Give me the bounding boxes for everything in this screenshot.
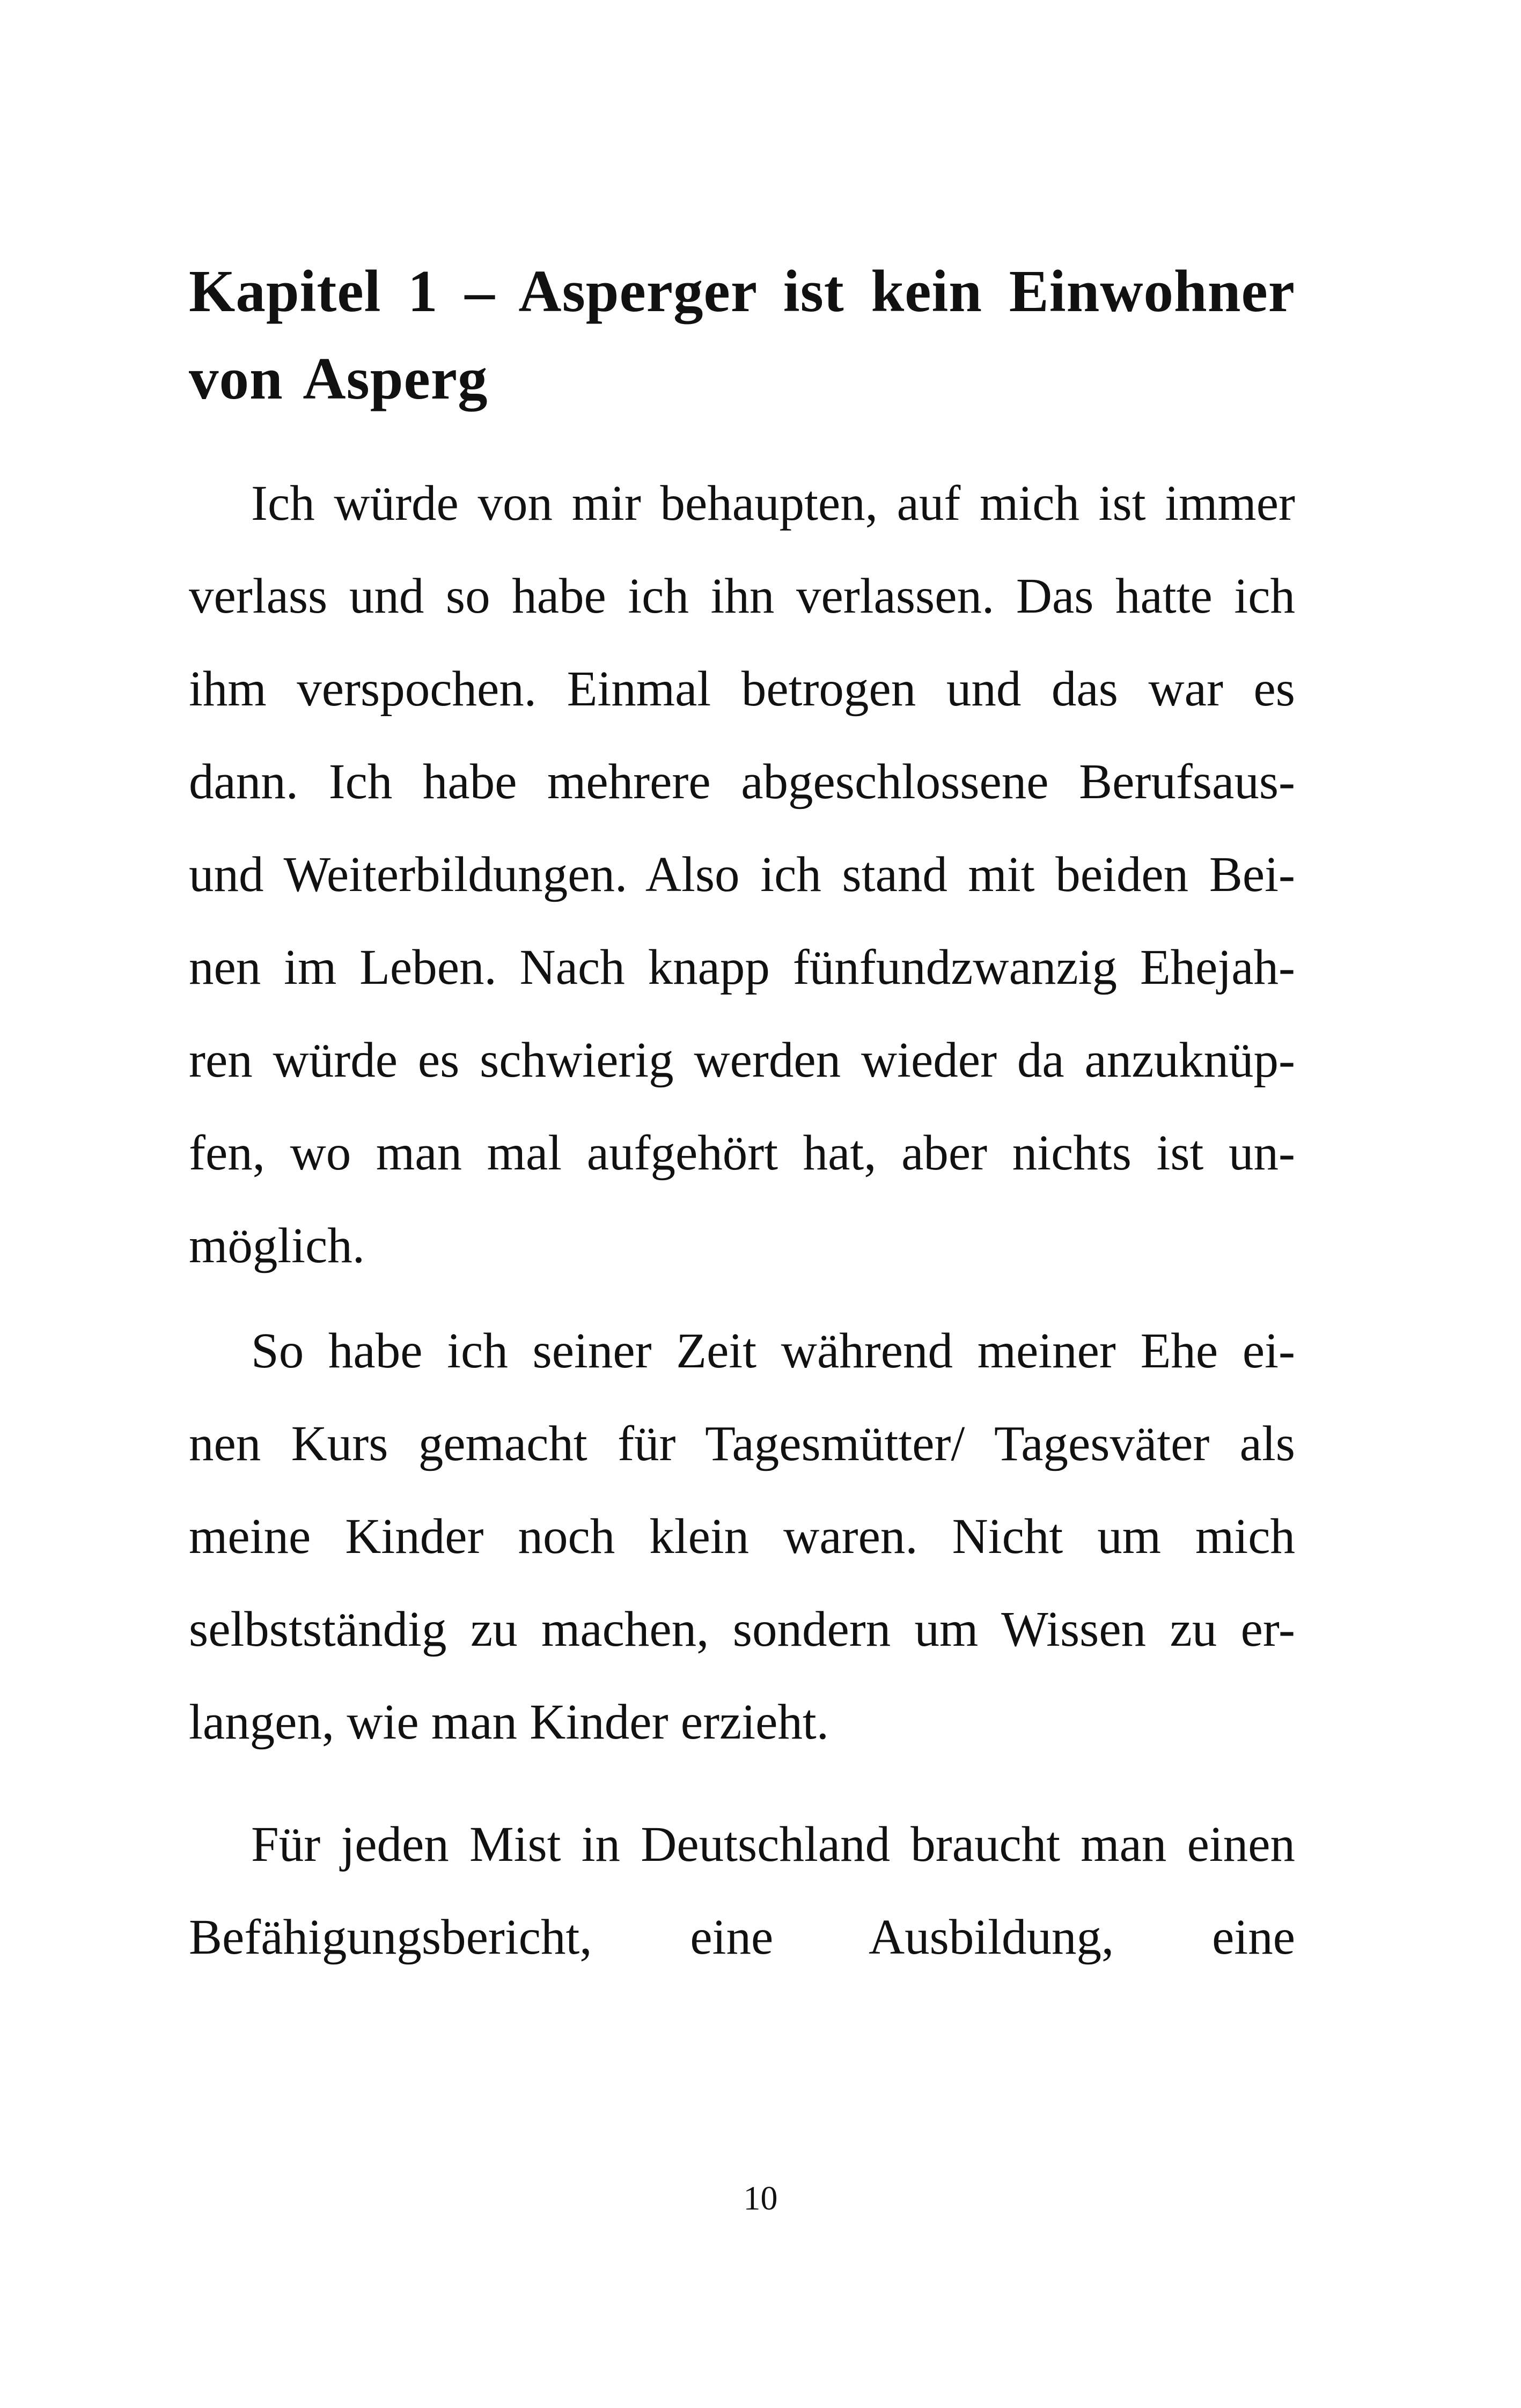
text-line: langen, wie man Kinder erzieht. [189,1695,829,1750]
text-line: dann. Ich habe mehrere abgeschlossene Berufsaus- [189,754,1295,809]
paragraph [189,1798,1295,1984]
text-line: ihm verspochen. Einmal betrogen und das war es [189,661,1295,717]
text-line: Für jeden Mist in Deutschland braucht man einen [251,1817,1295,1872]
text-line: ren würde es schwierig werden wieder da anzuknüp- [189,1033,1295,1088]
paragraph [189,1305,1295,1769]
text-line: verlass und so habe ich ihn verlassen. Das hatte ich [189,569,1295,624]
text-line: fen, wo man mal aufgehört hat, aber nichts ist un- [189,1125,1295,1181]
chapter-title: Kapitel 1 – Asperger ist kein Einwohner von Asperg [189,259,1295,412]
text-line: meine Kinder noch klein waren. Nicht um mich [189,1509,1295,1564]
text-line: Befähigungsbericht, eine Ausbildung, eine [189,1910,1295,1965]
text-line: Ich würde von mir behaupten, auf mich ist immer [251,476,1295,531]
text-line: So habe ich seiner Zeit während meiner Ehe ei- [251,1323,1295,1379]
text-line: möglich. [189,1218,365,1273]
text-line: und Weiterbildungen. Also ich stand mit beiden Bei- [189,847,1295,902]
text-line: selbstständig zu machen, sondern um Wissen zu er- [189,1602,1295,1657]
page-number: 10 [743,2179,778,2217]
paragraph [189,457,1295,1292]
text-line: nen Kurs gemacht für Tagesmütter/ Tagesväter als [189,1416,1295,1471]
text-line: nen im Leben. Nach knapp fünfundzwanzig Ehejah- [189,940,1295,995]
